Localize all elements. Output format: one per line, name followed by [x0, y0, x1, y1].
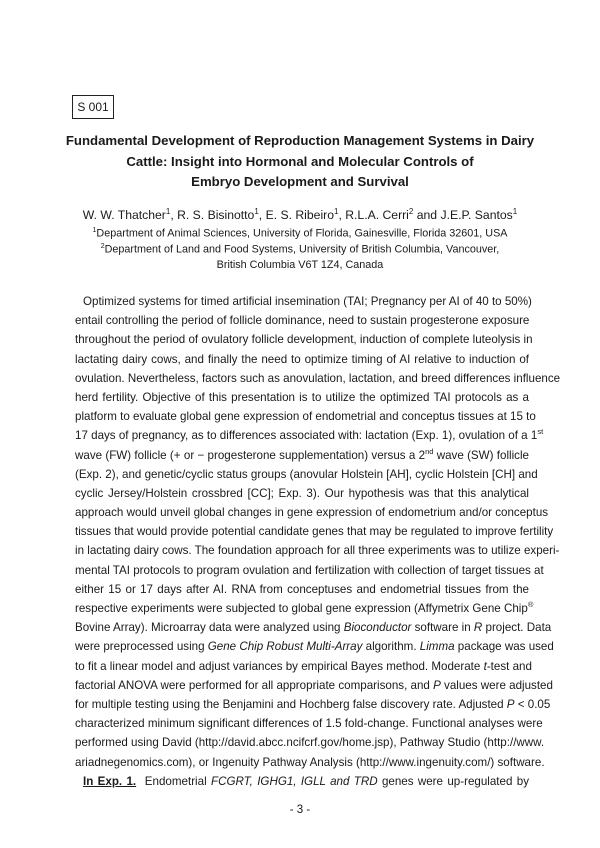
affiliation-1	[60, 224, 540, 241]
exp-1-label: In Exp. 1.	[83, 774, 137, 788]
text: -test and	[486, 659, 532, 673]
text: project. Data	[482, 621, 552, 635]
author-list: W. W. Thatcher$^1$, R. S. Bisinotto$^1$, E. S. Ribeiro$^1$, R.L.A. Cerri$^2$ and J.E.P. Santos$^1$	[82, 207, 518, 223]
superscript: ®	[527, 600, 534, 610]
body-line	[75, 618, 552, 637]
author-affil-sup: 1	[165, 207, 171, 216]
author-affil-sup: 1	[254, 207, 259, 216]
body-line: cyclic Jersey/Holstein crossbred [CC]; Exp. 3). Our hypothesis was that this analytical	[75, 486, 529, 500]
superscript: nd	[425, 446, 434, 456]
title-line: Cattle: Insight into Hormonal and Molecular Controls of	[126, 153, 474, 169]
italic-text: Bioconductor	[343, 621, 412, 635]
body-line	[75, 426, 544, 445]
body-line	[75, 772, 529, 791]
text: algorithm.	[362, 640, 420, 654]
affiliation-2	[60, 240, 540, 257]
italic-text: t	[483, 659, 487, 673]
text: Bovine Array). Microarray data were analyzed using	[75, 621, 344, 635]
body-line: characterized minimum significant differences of 1.5 fold-change. Functional analyses were	[75, 717, 543, 731]
body-line: (Exp. 2), and genetic/cyclic status groups (anovular Holstein [AH], cyclic Holstein [CH] and	[75, 467, 538, 481]
abstract-body	[75, 292, 561, 791]
body-line	[75, 446, 529, 465]
author: J.E.P. Santos	[440, 208, 513, 223]
body-line: tissues that would provide potential candidate genes that may be regulated to improve fertility	[75, 525, 554, 539]
body-line: ariadnegenomics.com), or Ingenuity Pathway Analysis (http://www.ingenuity.com/) software.	[75, 755, 545, 769]
author-affil-sup: 2	[408, 207, 414, 216]
affil-sup: 2	[100, 243, 105, 250]
italic-text: Limma	[419, 640, 455, 654]
author-and: and	[416, 208, 438, 223]
italic-text: P	[433, 678, 441, 692]
affil-sup: 1	[92, 227, 97, 234]
italic-text: P	[506, 697, 515, 711]
affiliation-2-cont	[60, 258, 540, 272]
affil-text: British Columbia V6T 1Z4, Canada	[216, 259, 384, 271]
abstract-code-box: S 001	[72, 95, 114, 119]
text: for multiple testing using the Benjamini and Hochberg false discovery rate. Adjusted	[75, 697, 507, 711]
italic-text: R	[473, 621, 483, 635]
body-line	[75, 695, 551, 714]
text: were preprocessed using	[75, 640, 208, 654]
author: R.L.A. Cerri	[345, 208, 409, 223]
italic-text: Gene Chip Robust Multi-Array	[207, 640, 363, 654]
author: E. S. Ribeiro	[265, 208, 334, 223]
author-affil-sup: 1	[334, 207, 339, 216]
body-line: lactating dairy cows, and finally the need to optimize timing of AI relative to induction of	[75, 352, 529, 366]
body-line: entail controlling the period of follicle dominance, need to sustain progesterone exposure	[75, 314, 530, 328]
body-line: either 15 or 17 days after AI. RNA from conceptuses and endometrial tissues from the	[75, 582, 529, 596]
text: wave (SW) follicle	[433, 448, 529, 462]
text: Endometrial	[136, 774, 211, 788]
body-line	[75, 599, 534, 618]
body-line	[75, 676, 553, 695]
page-number: - 3 -	[289, 804, 311, 816]
text: to fit a linear model and adjust variances by empirical Bayes method. Moderate	[75, 659, 484, 673]
body-line: mental TAI protocols to program ovulation and fertilization with collection of target tissues at	[75, 563, 544, 577]
body-line: in lactating dairy cows. The foundation approach for all three experiments was to utilize experi-	[75, 544, 560, 558]
text: factorial ANOVA were performed for all appropriate comparisons, and	[75, 678, 434, 692]
body-line: ovulation. Nevertheless, factors such as anovulation, lactation, and breed differences influence	[75, 371, 561, 385]
body-line	[75, 657, 532, 676]
body-line: herd fertility. Objective of this presentation is to utilize the optimized TAI protocols as a	[75, 390, 529, 404]
superscript: st	[537, 427, 544, 437]
author: R. S. Bisinotto	[177, 208, 255, 223]
text: wave (FW) follicle (+ or − progesterone supplementation) versus a 2	[75, 448, 426, 462]
body-line: throughout the period of ovulatory follicle development, induction of complete luteolysis in	[75, 333, 533, 347]
text: respective experiments were subjected to global gene expression (Affymetrix Gene Chip	[75, 602, 528, 615]
text: genes were up-regulated by	[377, 774, 530, 788]
title-line: Embryo Development and Survival	[191, 174, 409, 189]
affil-text: Department of Land and Food Systems, University of British Columbia, Vancouver,	[104, 243, 500, 256]
body-line: approach would unveil global changes in gene expression of endometrium and/or conceptus	[75, 506, 549, 520]
paper-title	[60, 131, 540, 193]
body-line	[75, 637, 554, 656]
body-line: platform to evaluate global gene expression of endometrial and conceptus tissues at 15 to	[75, 410, 536, 424]
body-line: Optimized systems for timed artificial insemination (TAI; Pregnancy per AI of 40 to 50%)	[83, 295, 532, 308]
title-line: Fundamental Development of Reproduction Management Systems in Dairy	[65, 133, 535, 148]
text: 17 days of pregnancy, as to differences associated with: lactation (Exp. 1), ovulation of a 1	[75, 429, 538, 443]
italic-text: FCGRT, IGHG1, IGLL and TRD	[211, 774, 378, 788]
affil-text: Department of Animal Sciences, University of Florida, Gainesville, Florida 32601, USA	[96, 227, 508, 240]
text: < 0.05	[514, 697, 551, 711]
author: W. W. Thatcher	[82, 208, 166, 223]
text: package was used	[454, 640, 554, 654]
author-affil-sup: 1	[512, 207, 518, 216]
body-line: performed using David (http://david.abcc.ncifcrf.gov/home.jsp), Pathway Studio (http://www.	[75, 736, 545, 750]
text: values were adjusted	[440, 678, 553, 692]
text: software in	[411, 621, 474, 635]
